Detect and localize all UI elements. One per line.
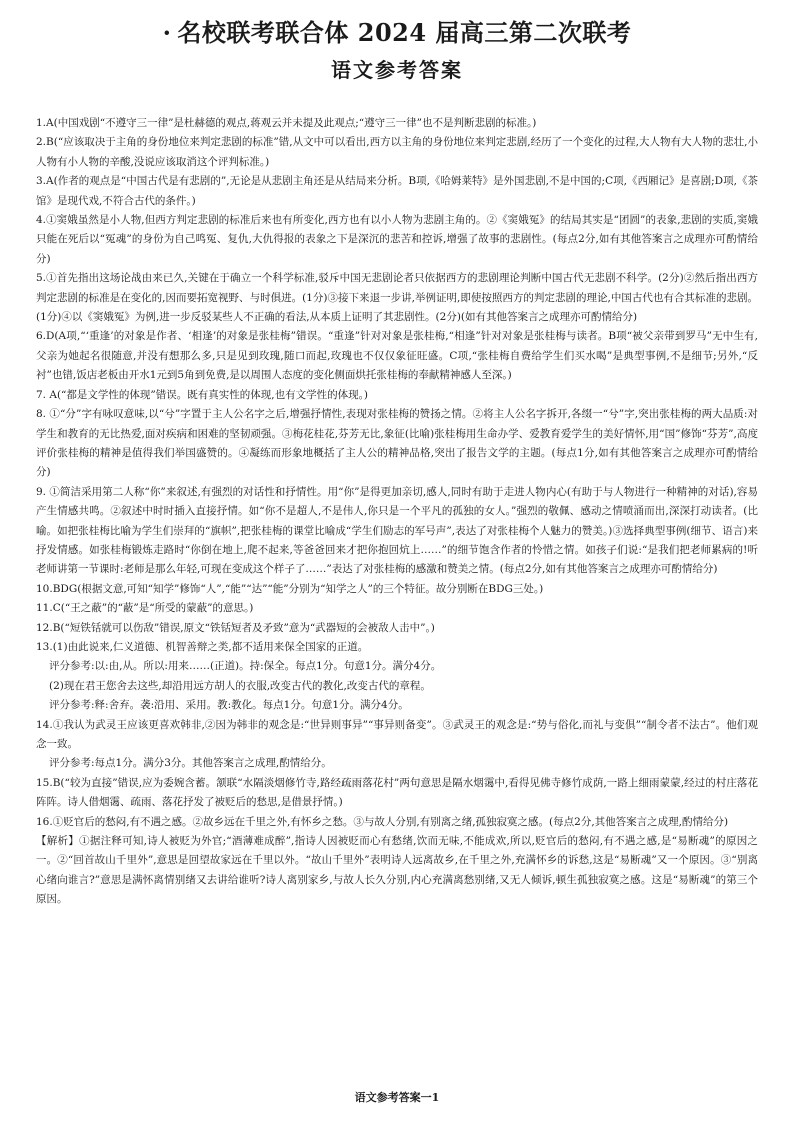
answer-item-9: 9. ①简洁采用第二人称“你”来叙述,有强烈的对话性和抒情性。用“你”是得更加亲切,感人,同时有助于走进人物内心(有助于与人物进行一种精神的对话),容易产生情感共鸣。②叙述中时时插入直接抒情。如“你不是超人,不是伟人,你只是一个平凡的孤独的女人。”强烈的敬佩、感动之情喷涌而出,深深打动读者。(比喻。如把张桂梅比喻为学生们崇拜的“旗帜”,把张桂梅的课堂比喻成“学生们励志的军号声”,表达了对张桂梅个人魅力的赞美。)③选择典型事例(细节、语言)来抒发情感。如张桂梅锻炼走路时“你倒在地上,爬不起来,等爸爸回来才把你抱回炕上……”的细节饱含作者的怜惜之情。如孩子们说:“是我们把老师累病的!听老师讲第一节课时:老师是那么年轻,可现在变成这个样子了……”表达了对张桂梅的感激和赞美之情。(每点2分,如有其他答案言之成理亦可酌情给分) [36, 485, 758, 576]
answer-item-6: 6.D(A项,“‘重逢’的对象是作者、‘相逢’的对象是张桂梅”错误。“重逢”针对对象是张桂梅,“相逢”针对对象是张桂梅与读者。B项“被父亲带到罗马”无中生有,父亲为她起名很随意,并没有想那么多,只是见到玫瑰,随口而起,玫瑰也不仅仅象征旺盛。C项,“张桂梅自费给学生们买水喝”是典型事例,不是细节;另外,“反衬”也错,饭店老板由开水1元到5角到免费,是以周围人态度的变化侧面烘托张桂梅的奉献精神感人至深。) [36, 330, 758, 382]
answer-item-10: 10.BDG(根据文意,可知“知学”修饰“人”,“能”“达”“能”分别为“知学之人”的三个特征。故分别断在BDG三处。) [36, 582, 544, 595]
scoring-note-13-1: 评分参考:以:由,从。所以:用来……(正道)。持:保全。每点1分。句意1分。满分4分。 [49, 660, 442, 673]
answer-item-13-part-1: 13.(1)由此说来,仁义道德、机智善辩之类,都不适用来保全国家的正道。 [36, 640, 369, 653]
answer-item-5: 5.①首先指出这场论战由来已久,关键在于确立一个科学标准,驳斥中国无悲剧论者只依据西方的悲剧理论判断中国古代无悲剧不科学。(2分)②然后指出西方判定悲剧的标准是在变化的,因而要拓宽视野、与时俱进。(1分)③接下来退一步讲,举例证明,即使按照西方的判定悲剧的理论,中国古代也有合其标准的悲剧。(1分)④以《窦娥冤》为例,进一步反驳某些人不正确的看法,从本质上证明了其悲剧性。(2分)(如有其他答案言之成理亦可酌情给分) [36, 272, 758, 324]
answer-item-15: 15.B(“较为直接”错误,应为委婉含蓄。颔联“水隔淡烟修竹寺,路经疏雨落花村”两句意思是隔水烟霭中,看得见佛寺修竹成荫,一路上细雨蒙蒙,经过的村庄落花阵阵。诗人借烟霭、疏雨、落花抒发了被贬后的愁思,是借景抒情。) [36, 776, 758, 809]
title-text: 名校联考联合体 2024 届高三第二次联考 [177, 18, 632, 47]
scoring-note-13-2: 评分参考:释:舍弃。袭:沿用、采用。教:教化。每点1分。句意1分。满分4分。 [49, 699, 409, 712]
scoring-note-14: 评分参考:每点1分。满分3分。其他答案言之成理,酌情给分。 [49, 757, 332, 770]
answer-item-8: 8. ①“分”字有咏叹意味,以“兮”字置于主人公名字之后,增强抒情性,表现对张桂梅的赞扬之情。②将主人公名字拆开,各缀一“兮”字,突出张桂梅的两大品质:对学生和教育的无比热爱,面对疾病和困难的坚韧顽强。③梅花桂花,芬芳无比,象征(比喻)张桂梅用生命办学、爱教育爱学生的美好情怀,用“国”修饰“芬芳”,高度评价张桂梅的精神是值得我们举国盛赞的。④凝练而形象地概括了主人公的精神品格,突出了报告文学的主题。(每点1分,如有其他答案言之成理亦可酌情给分) [36, 408, 758, 479]
document-subtitle: 语文参考答案 [331, 58, 463, 82]
answer-item-12: 12.B(“短铁铦就可以伤敌”错误,原文“铁铦短者及矛致”意为“武器短的会被敌人击中”。) [36, 621, 435, 634]
answer-item-2: 2.B(“应该取决于主角的身份地位来判定悲剧的标准”错,从文中可以看出,西方以主角的身份地位来判定悲剧,经历了一个变化的过程,大人物有大人物的悲壮,小人物有小人物的辛酸,没说应该取消这个评判标准。) [36, 136, 758, 168]
answer-item-11: 11.C(“王之蔽”的“蔽”是“所受的蒙蔽”的意思。) [36, 602, 254, 615]
title-bullet: · [162, 18, 172, 47]
document-title [0, 16, 794, 50]
answer-list [36, 114, 758, 910]
answer-item-14: 14.①我认为武灵王应该更喜欢韩非,②因为韩非的观念是:“世异则事异”“事异则备变”。③武灵王的观念是:“势与俗化,而礼与变俱”“制令者不法古”。他们观念一致。 [36, 718, 758, 750]
answer-item-3: 3.A(作者的观点是“中国古代是有悲剧的”,无论是从悲剧主角还是从结局来分析。B项,《哈姆莱特》是外国悲剧,不是中国的;C项,《西厢记》是喜剧;D项,《茶馆》是现代戏,不符合古代的条件。) [36, 175, 758, 207]
analysis-16: 【解析】①据注释可知,诗人被贬为外官;“酒薄难成醉”,指诗人因被贬而心有愁绪,饮而无味,不能成欢,所以,贬官后的愁闷,有不遇之感,是“易断魂”的原因之一。②“回首故山千里外”,意思是回望故家远在千里以外。“故山千里外”表明诗人远离故乡,在千里之外,充满怀乡的诉愁,这是“易断魂”又一个原因。③“别离心绪向谁言?”意思是满怀离情别绪又去讲给谁听?诗人离别家乡,与故人长久分别,内心充满离愁别绪,又无人倾诉,顿生孤独寂寞之感。这是“易断魂”的第三个原因。 [36, 835, 758, 906]
answer-item-16: 16.①贬官后的愁闷,有不遇之感。②故乡远在千里之外,有怀乡之愁。③与故人分别,有别离之绪,孤独寂寞之感。(每点2分,其他答案言之成理,酌情给分) [36, 815, 729, 828]
answer-item-13-part-2: (2)现在君王您舍去这些,却沿用远方胡人的衣服,改变古代的教化,改变古代的章程。 [49, 679, 431, 692]
answer-item-7: 7. A(“都是文学性的体现”错误。既有真实性的体现,也有文学性的体现。) [36, 388, 368, 401]
answer-item-4: 4.①窦娥虽然是小人物,但西方判定悲剧的标准后来也有所变化,西方也有以小人物为悲剧主角的。②《窦娥冤》的结局其实是“团圆”的表象,悲剧的实质,窦娥只能在死后以“冤魂”的身份为自己鸣冤、复仇,大仇得报的表象之下是深沉的悲苦和控诉,增强了故事的悲剧性。(每点2分,如有其他答案言之成理亦可酌情给分) [36, 214, 758, 265]
page-footer: 语文参考答案一1 [354, 1091, 440, 1104]
answer-item-1: 1.A(中国戏剧“不遵守三一律”是杜赫德的观点,蒋观云并未提及此观点;“遵守三一律”也不是判断悲剧的标准。) [36, 117, 537, 129]
